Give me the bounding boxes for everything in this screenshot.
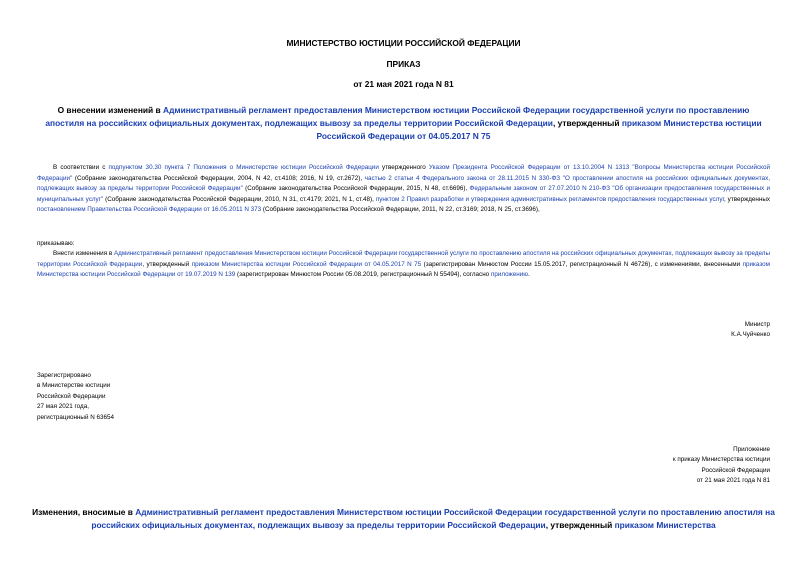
doc-type-heading: ПРИКАЗ: [386, 59, 421, 69]
signature-name: К.А.Чуйченко: [731, 331, 770, 339]
preamble-text: утвержденного: [378, 164, 429, 171]
link-government-resolution[interactable]: постановлением Правительства Российской Федерации от 16.05.2011 N 373: [37, 206, 262, 214]
title-regulation-link[interactable]: Административный регламент предоставления Министерством юстиции Российской Федерации государственной услуги по проставлению апостиля на российских официальных документах, подлежащих вывозу за пределы территории Российской Федерации: [45, 105, 750, 128]
appendix-block: [570, 445, 770, 487]
preamble-text: (Собрание законодательства Российской Федерации, 2010, N 31, ст.4179; 2021, N 1, ст.48),: [103, 195, 376, 203]
appendix-line: к приказу Министерства юстиции: [672, 456, 770, 464]
body-text: (зарегистрирован Минюстом России 15.05.2017, регистрационный N 46726), с изменениями, внесенными: [421, 260, 743, 268]
order-word: приказываю:: [37, 240, 75, 247]
preamble-text: (Собрание законодательства Российской Федерации, 2004, N 42, ст.4108; 2016, N 19, ст.2672),: [72, 174, 365, 182]
changes-title: [30, 506, 777, 532]
preamble-text: (Собрание законодательства Российской Федерации, 2015, N 48, ст.6696),: [242, 185, 470, 193]
changes-prefix: Изменения, вносимые в: [32, 507, 136, 517]
link-federal-law-330[interactable]: частью 2 статьи 4 Федерального закона от 28.11.2015 N 330-ФЗ "О проставлении апостиля на российских официальных документах, подлежащих вывозу за пределы территории Российской Федерации": [37, 174, 770, 193]
registration-line: Зарегистрировано: [37, 372, 91, 379]
signature-block: [570, 320, 770, 341]
body-text: .: [527, 271, 530, 279]
signature-position: Министр: [744, 321, 770, 328]
link-federal-law-210[interactable]: Федеральным законом от 27.07.2010 N 210-ФЗ "Об организации предоставления государственных и муниципальных услуг": [37, 185, 771, 203]
body-paragraph: [37, 249, 770, 281]
link-regulation-subpoint[interactable]: подпунктом 30.30 пункта 7 Положения о Министерстве юстиции Российской Федерации: [108, 164, 379, 171]
body-text: Внести изменения в: [53, 250, 114, 257]
appendix-line: Российской Федерации: [701, 466, 770, 474]
body-text: , утвержденный: [142, 260, 192, 268]
link-appendix[interactable]: приложению: [490, 271, 528, 279]
title-middle: , утвержденный: [552, 117, 622, 128]
title-order-link[interactable]: приказом Министерства юстиции Российской Федерации от 04.05.2017 N 75: [316, 117, 762, 141]
registration-line: регистрационный N 63654: [37, 413, 115, 421]
body-text: (зарегистрирован Минюстом России 05.08.2019, регистрационный N 55494), согласно: [235, 271, 491, 279]
link-order-139[interactable]: приказом Министерства юстиции Российской Федерации от 19.07.2019 N 139: [37, 260, 770, 279]
link-rules-point-2[interactable]: пунктом 2 Правил разработки и утверждения административных регламентов предоставления государственных услуг: [375, 195, 724, 203]
registration-block: [37, 371, 237, 423]
order-title: [38, 104, 769, 142]
link-presidential-decree[interactable]: Указом Президента Российской Федерации от 13.10.2004 N 1313 "Вопросы Министерства юстиции Российской Федерации": [37, 164, 770, 182]
registration-line: 27 мая 2021 года,: [37, 403, 89, 411]
registration-line: Российской Федерации: [37, 392, 106, 400]
preamble-paragraph: [37, 163, 770, 216]
title-prefix: О внесении изменений в: [57, 105, 164, 115]
preamble-text: В соответствии с: [53, 164, 109, 171]
preamble-text: , утвержденных: [724, 195, 771, 203]
changes-regulation-link[interactable]: Административный регламент предоставления Министерством юстиции Российской Федерации государственной услуги по проставлению апостиля на российских официальных документах, подлежащих вывозу за пределы территории Российской Федерации: [91, 507, 775, 530]
changes-order-link[interactable]: приказом Министерства: [614, 519, 716, 530]
preamble-text: (Собрание законодательства Российской Федерации, 2011, N 22, ст.3169; 2018, N 25, ст.3696),: [261, 206, 540, 214]
ministry-heading: МИНИСТЕРСТВО ЮСТИЦИИ РОССИЙСКОЙ ФЕДЕРАЦИИ: [286, 38, 521, 48]
link-regulation[interactable]: Административный регламент предоставления Министерством юстиции Российской Федерации государственной услуги по проставлению апостиля на российских официальных документах, подлежащих вывозу за пределы территории Российской Федерации: [37, 250, 770, 268]
date-number: от 21 мая 2021 года N 81: [353, 79, 454, 89]
appendix-line: Приложение: [733, 446, 770, 453]
changes-middle: , утвержденный: [545, 519, 615, 530]
appendix-line: от 21 мая 2021 года N 81: [696, 477, 770, 485]
link-order-75[interactable]: приказом Министерства юстиции Российской Федерации от 04.05.2017 N 75: [191, 260, 422, 268]
registration-line: в Министерстве юстиции: [37, 382, 111, 390]
